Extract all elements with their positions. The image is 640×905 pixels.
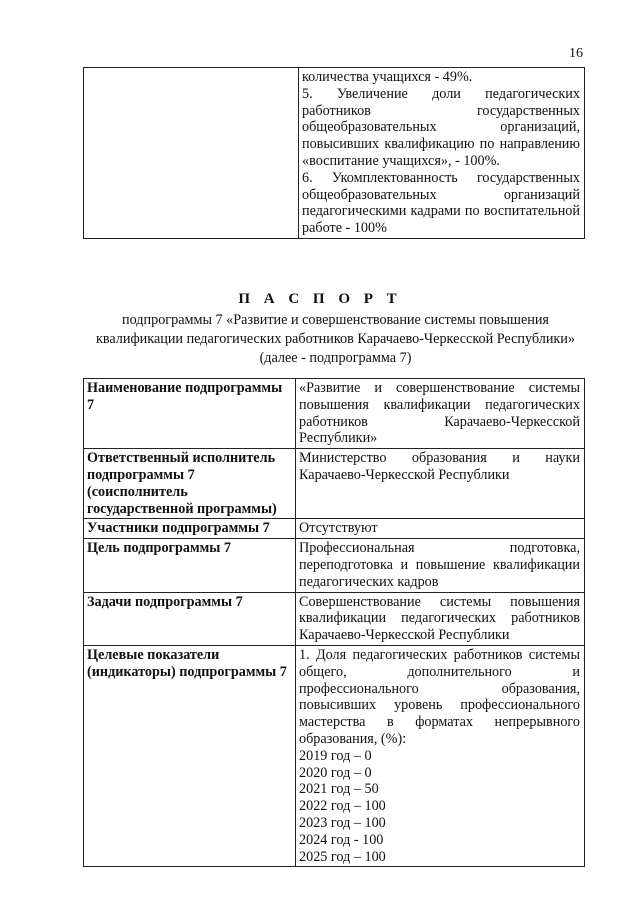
row-value: Министерство образования и науки Карачаево-Черкесской Республики: [296, 449, 585, 519]
table-row: [84, 645, 585, 866]
table-row: [84, 592, 585, 645]
table-row: [84, 519, 585, 539]
passport-table: [83, 378, 585, 867]
indicator-text: 1. Доля педагогических работников системы общего, дополнительного и профессионального образования, повысивших уровень профессионального мастерства в форматах непрерывного образования, (%):: [299, 646, 580, 747]
indicator-item: 5. Увеличение доли педагогических работников государственных общеобразовательных организаций, повысивших квалификацию по направлению «воспитание учащихся», - 100%.: [302, 85, 580, 169]
passport-title: П А С П О Р Т: [238, 291, 402, 307]
empty-cell: [84, 68, 299, 239]
indicator-item: количества учащихся - 49%.: [302, 69, 473, 85]
year-value: 2020 год – 0: [299, 764, 372, 781]
table-row: [84, 68, 585, 239]
year-value: 2021 год – 50: [299, 781, 379, 798]
row-value: Профессиональная подготовка, переподготовка и повышение квалификации педагогических кадров: [296, 539, 585, 592]
year-value: 2019 год – 0: [299, 747, 372, 764]
row-value: Совершенствование системы повышения квалификации педагогических работников Карачаево-Черкесской Республики: [296, 592, 585, 645]
year-value: 2025 год – 100: [299, 848, 386, 865]
table-row: [84, 539, 585, 592]
year-value: 2023 год – 100: [299, 814, 386, 831]
row-value: [296, 645, 585, 866]
indicator-item: 6. Укомплектованность государственных общеобразовательных организаций педагогическими кадрами по воспитательной работе - 100%: [302, 169, 580, 237]
table-row: [84, 449, 585, 519]
row-label: Ответственный исполнитель подпрограммы 7 (соисполнитель государственной программы): [84, 449, 296, 519]
row-value: Отсутствуют: [296, 519, 585, 539]
page-number: 16: [569, 46, 583, 61]
indicators-cell: [299, 68, 585, 239]
year-value: 2022 год – 100: [299, 798, 386, 815]
row-label: Целевые показатели (индикаторы) подпрограммы 7: [84, 645, 296, 866]
row-label: Цель подпрограммы 7: [84, 539, 296, 592]
row-value: «Развитие и совершенствование системы повышения квалификации педагогических работников Карачаево-Черкесской Республики»: [296, 379, 585, 449]
row-label: Задачи подпрограммы 7: [84, 592, 296, 645]
row-label: Наименование подпрограммы 7: [84, 379, 296, 449]
continued-table: [83, 67, 585, 239]
row-label: Участники подпрограммы 7: [84, 519, 296, 539]
passport-subtitle: подпрограммы 7 «Развитие и совершенствование системы повышения квалификации педагогических работников Карачаево-Черкесской Республики» (далее - подпрограмма 7): [95, 312, 575, 366]
year-value: 2024 год - 100: [299, 831, 384, 848]
table-row: [84, 379, 585, 449]
